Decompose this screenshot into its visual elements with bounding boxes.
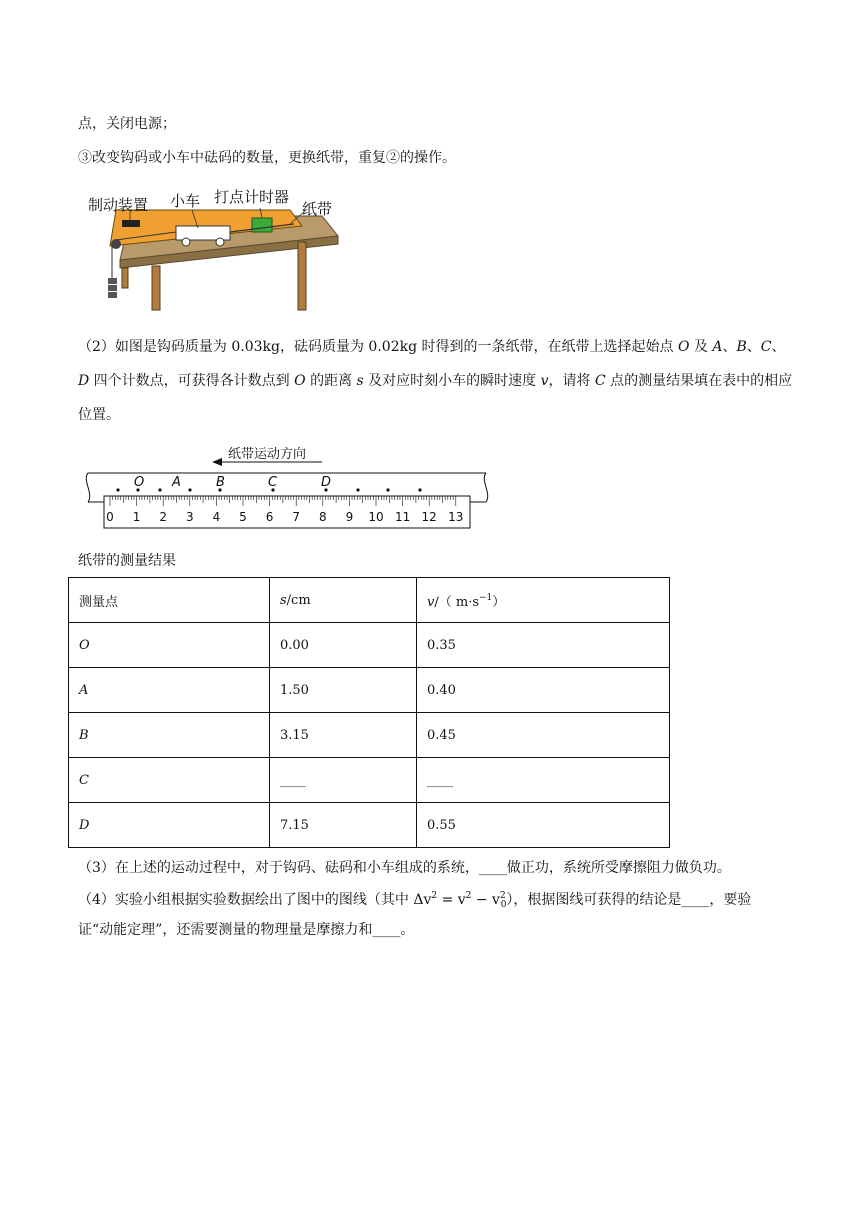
q4-text: 。 [400, 922, 415, 938]
ruler-tick-label: 7 [292, 510, 301, 524]
ruler-tick-label: 2 [159, 510, 168, 524]
header-s [270, 578, 417, 623]
q4-text: ，要验 [709, 892, 752, 908]
ruler-tick-label: 11 [394, 510, 411, 524]
hook-weight [108, 278, 117, 284]
cell-point: B [69, 713, 270, 758]
q2-point-a: A [712, 339, 723, 355]
text-line-1: 点，关闭电源； [78, 116, 176, 132]
ruler-tick-label: 6 [265, 510, 274, 524]
ruler-tick-label: 0 [106, 510, 114, 524]
ruler-tick-label: 5 [239, 510, 247, 524]
q3-blank: ____ [478, 860, 507, 876]
cell-point: A [69, 668, 270, 713]
cell-s: 0.00 [270, 623, 417, 668]
q2-text: 、 [722, 339, 737, 355]
q2-text: 、 [746, 339, 761, 355]
question-2-paragraph [78, 330, 793, 432]
q2-text: （2）如图是钩码质量为 0.03kg，砝码质量为 0.02kg 时得到的一条纸带，在纸带上选择起始点 [78, 339, 678, 355]
q3-text: （3）在上述的运动过程中，对于钩码、砝码和小车组成的系统， [78, 860, 479, 876]
table-row [69, 623, 670, 668]
q2-text: ，请将 [548, 373, 595, 389]
cell-point: D [69, 803, 270, 848]
q2-point-o: O [677, 339, 690, 355]
point-label-a: A [172, 475, 181, 490]
q4-eq: = v [437, 892, 466, 908]
direction-label: 纸带运动方向 [228, 447, 307, 462]
ruler-tick-label: 12 [421, 510, 437, 524]
q2-text: 点的测量结果填在表中的相应位置。 [78, 373, 793, 423]
point-label-c: C [268, 475, 278, 490]
q2-text: 及 [689, 339, 713, 355]
header-v-close: ） [492, 594, 506, 610]
q2-var-v: v [540, 373, 549, 389]
q2-text: 的距离 [305, 373, 357, 389]
table-row [69, 758, 670, 803]
question-4-line-1: （4）实验小组根据实验数据绘出了图中的图线（其中 $\Delta v^2 = v^2 - v^2_0$），根据图线可获得的结论是____，要验 [78, 891, 752, 910]
timer [252, 218, 272, 232]
label-tape: 纸带 [302, 200, 333, 218]
point-label-d: D [321, 475, 332, 490]
q2-point-d: D [78, 373, 90, 389]
ruler-tick-label: 3 [185, 510, 194, 524]
cell-s: 3.15 [270, 713, 417, 758]
question-4-line-2 [78, 920, 414, 940]
label-cart: 小车 [170, 192, 201, 210]
cell-point: C [69, 758, 270, 803]
table-leg [298, 242, 306, 310]
ruler-tick-label: 13 [448, 510, 464, 524]
apparatus-figure [80, 186, 340, 314]
question-3 [78, 858, 731, 878]
header-s-unit: /cm [286, 592, 311, 608]
q2-var-s: s [356, 373, 364, 389]
cell-v-blank: ____ [417, 758, 670, 803]
cell-v: 0.40 [417, 668, 670, 713]
cell-s: 7.15 [270, 803, 417, 848]
ruler-tick-label: 9 [345, 510, 354, 524]
table-leg [122, 268, 128, 288]
ruler-tick-label: 1 [132, 510, 141, 524]
q2-text: 四个计数点，可获得各计数点到 [89, 373, 295, 389]
hook-weight [108, 285, 117, 291]
table-row [69, 713, 670, 758]
tape-ruler-figure [78, 440, 498, 532]
q2-text: 及对应时刻小车的瞬时速度 [363, 373, 541, 389]
cell-v: 0.35 [417, 623, 670, 668]
cell-s: 1.50 [270, 668, 417, 713]
q4-minus: − v [471, 892, 500, 908]
header-v [417, 578, 670, 623]
q2-point-c: C [760, 339, 772, 355]
point-label-o: O [134, 475, 145, 490]
table-caption: 纸带的测量结果 [78, 553, 176, 569]
ruler-tick-label: 8 [318, 510, 327, 524]
label-timer: 打点计时器 [214, 188, 290, 206]
header-point: 测量点 [69, 578, 270, 623]
point-label-b: B [216, 475, 225, 490]
ruler-tick-label: 4 [212, 510, 221, 524]
q4-blank-1: ____ [681, 892, 710, 908]
text-line-2: ③改变钩码或小车中砝码的数量，更换纸带，重复②的操作。 [78, 150, 456, 166]
cell-point: O [69, 623, 270, 668]
header-v-unit: /（ m·s [434, 594, 480, 610]
q2-point-c: C [595, 373, 606, 389]
q4-text: ），根据图线可获得的结论是 [506, 892, 682, 908]
header-s-var: s [280, 592, 287, 608]
table-row [69, 668, 670, 713]
q2-text: 、 [771, 339, 786, 355]
cell-s-blank: ____ [270, 758, 417, 803]
cell-v: 0.45 [417, 713, 670, 758]
q3-text: 做正功，系统所受摩擦阻力做负功。 [506, 860, 731, 876]
q2-point-b: B [736, 339, 747, 355]
ruler-tick-label: 10 [368, 510, 384, 524]
cart [176, 226, 230, 240]
q4-text: （4）实验小组根据实验数据绘出了图中的图线（其中 Δv [78, 892, 432, 908]
q4-blank-2: ____ [372, 922, 401, 938]
q2-point-o: O [294, 373, 306, 389]
hook-weight [108, 292, 117, 298]
arrow-left-icon [212, 458, 222, 466]
label-brake: 制动装置 [88, 196, 149, 214]
brake-device [122, 220, 140, 227]
results-table [68, 577, 670, 848]
table-leg [152, 266, 160, 310]
q4-text: 证“动能定理”，还需要测量的物理量是摩擦力和 [78, 922, 373, 938]
table-header-row [69, 578, 670, 623]
cell-v: 0.55 [417, 803, 670, 848]
header-v-var: v [427, 594, 435, 610]
header-v-exp: −1 [479, 592, 493, 603]
table-row [69, 803, 670, 848]
